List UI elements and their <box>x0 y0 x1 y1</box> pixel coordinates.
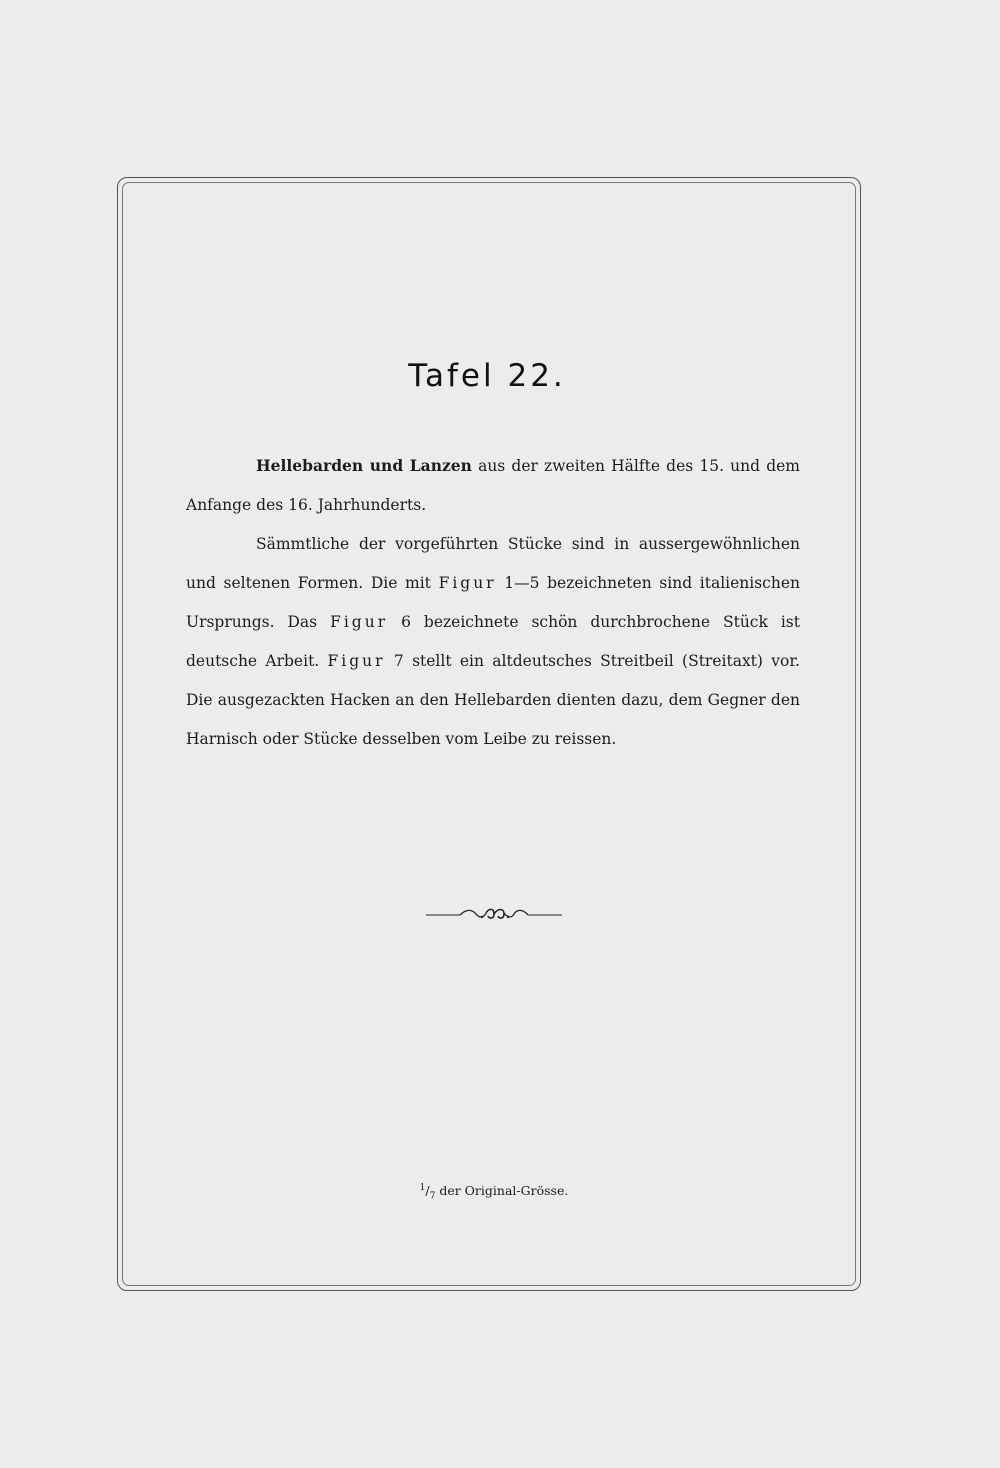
ornament-divider-icon <box>426 905 562 925</box>
paragraph-2 <box>186 525 800 759</box>
paragraph-2-part-1: Sämmtliche der vorgeführten Stücke sind in aussergewöhnlichen und seltenen Formen. Die mit <box>186 535 800 592</box>
plate-title: Tafel 22. <box>408 358 566 394</box>
paragraph-1-bold-lead: Hellebarden und Lanzen <box>256 456 472 475</box>
scale-note: $^1/_7$ der Original-Grösse. <box>419 1183 569 1202</box>
paragraph-1 <box>186 446 800 525</box>
paragraph-2-part-4: 7 stellt ein altdeutsches Streitbeil (Streitaxt) vor. Die ausgezackten Hacken an den Hellebarden dienten dazu, dem Gegner den Harnisch oder Stücke desselben vom Leibe zu reissen. <box>186 652 800 748</box>
paragraph-2-part-3: 6 bezeichnete schön durchbrochene Stück ist deutsche Arbeit. <box>186 613 800 670</box>
paragraph-2-part-2: 1—5 bezeichneten sind italienischen Ursprungs. Das <box>186 574 800 631</box>
paragraph-2-figur-a: Figur <box>438 574 497 592</box>
paragraph-1-rest: aus der zweiten Hälfte des 15. und dem Anfange des 16. Jahrhunderts. <box>186 457 800 514</box>
scale-numerator: 1 <box>419 1183 426 1193</box>
description-text <box>186 446 800 759</box>
scale-note-text: der Original-Grösse. <box>435 1183 569 1199</box>
scale-denominator: 7 <box>429 1191 436 1202</box>
paragraph-2-figur-b: Figur <box>330 613 389 631</box>
paragraph-2-figur-c: Figur <box>327 652 386 670</box>
